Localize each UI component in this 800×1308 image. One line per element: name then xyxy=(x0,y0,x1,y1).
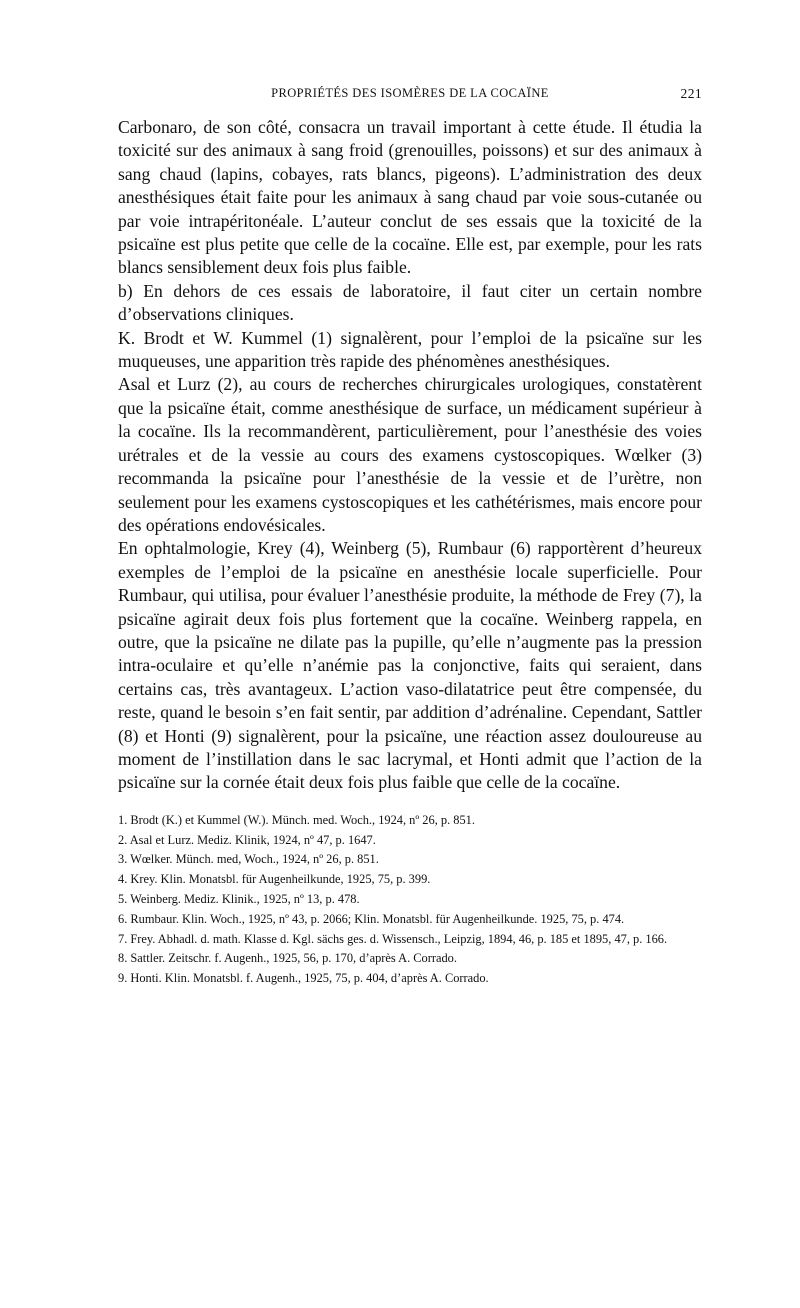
body-text xyxy=(118,116,702,795)
running-title: PROPRIÉTÉS DES ISOMÈRES DE LA COCAÏNE xyxy=(271,86,549,100)
footnote: 2. Asal et Lurz. Mediz. Klinik, 1924, nº 47, p. 1647. xyxy=(118,832,376,847)
footnote: 4. Krey. Klin. Monatsbl. für Augenheilkunde, 1925, 75, p. 399. xyxy=(118,872,431,887)
book-page xyxy=(118,86,702,989)
footnote: 7. Frey. Abhadl. d. math. Klasse d. Kgl. sächs ges. d. Wissensch., Leipzig, 1894, 46, p. 185 et 1895, 47, p. 166. xyxy=(118,931,668,946)
footnote: 3. Wœlker. Münch. med, Woch., 1924, nº 26, p. 851. xyxy=(118,852,379,867)
paragraph: Carbonaro, de son côté, consacra un travail important à cette étude. Il étudia la toxicité sur des animaux à sang froid (grenouilles, poissons) et sur des animaux à sang chaud (lapins, cobayes, rats blancs, pigeons). L’administration des deux anesthésiques était faite pour les animaux à sang chaud par voie sous-cutanée ou par voie intrapéritonéale. L’auteur conclut de ses essais que la toxicité de la psicaïne est plus petite que celle de la cocaïne. Elle est, par exemple, pour les rats blancs sensiblement deux fois plus faible. xyxy=(118,117,702,278)
footnote: 6. Rumbaur. Klin. Woch., 1925, nº 43, p. 2066; Klin. Monatsbl. für Augenheilkunde. 1925, 75, p. 474. xyxy=(118,911,625,926)
footnote: 9. Honti. Klin. Monatsbl. f. Augenh., 1925, 75, p. 404, d’après A. Corrado. xyxy=(118,971,489,986)
page-number: 221 xyxy=(680,86,702,101)
paragraph: b) En dehors de ces essais de laboratoire, il faut citer un certain nombre d’observations cliniques. xyxy=(118,280,702,325)
paragraph: Asal et Lurz (2), au cours de recherches chirurgicales urologiques, constatèrent que la psicaïne était, comme anesthésique de surface, un médicament supérieur à la cocaïne. Ils la recommandèrent, particulièrement, pour l’anesthésie des voies urétrales et de la vessie au cours des examens cystoscopiques. Wœlker (3) recommanda la psicaïne pour l’anesthésie de la vessie et de l’urètre, non seulement pour les examens cystoscopiques et les cathétérismes, mais encore pour des opérations endovésicales. xyxy=(118,374,702,535)
paragraph: K. Brodt et W. Kummel (1) signalèrent, pour l’emploi de la psicaïne sur les muqueuses, une apparition très rapide des phénomènes anesthésiques. xyxy=(118,327,702,372)
running-header xyxy=(118,86,702,108)
paragraph: En ophtalmologie, Krey (4), Weinberg (5), Rumbaur (6) rapportèrent d’heureux exemples de l’emploi de la psicaïne en anesthésie locale superficielle. Pour Rumbaur, qui utilisa, pour évaluer l’anesthésie produite, la méthode de Frey (7), la psicaïne agirait deux fois plus fortement que la cocaïne. Weinberg rappela, en outre, que la psicaïne ne dilate pas la pupille, qu’elle n’augmente pas la pression intra-oculaire et qu’elle n’anémie pas la conjonctive, faits qui seraient, dans certains cas, très avantageux. L’action vaso-dilatatrice peut être compensée, du reste, quand le besoin s’en fait sentir, par addition d’adrénaline. Cependant, Sattler (8) et Honti (9) signalèrent, pour la psicaïne, une réaction assez douloureuse au moment de l’instillation dans le sac lacrymal, et Honti admit que l’action de la psicaïne sur la cornée était deux fois plus faible que celle de la cocaïne. xyxy=(118,538,702,793)
footnote: 1. Brodt (K.) et Kummel (W.). Münch. med. Woch., 1924, nº 26, p. 851. xyxy=(118,812,475,827)
footnote: 8. Sattler. Zeitschr. f. Augenh., 1925, 56, p. 170, d’après A. Corrado. xyxy=(118,951,457,966)
footnotes xyxy=(118,811,702,989)
footnote: 5. Weinberg. Mediz. Klinik., 1925, nº 13, p. 478. xyxy=(118,891,360,906)
